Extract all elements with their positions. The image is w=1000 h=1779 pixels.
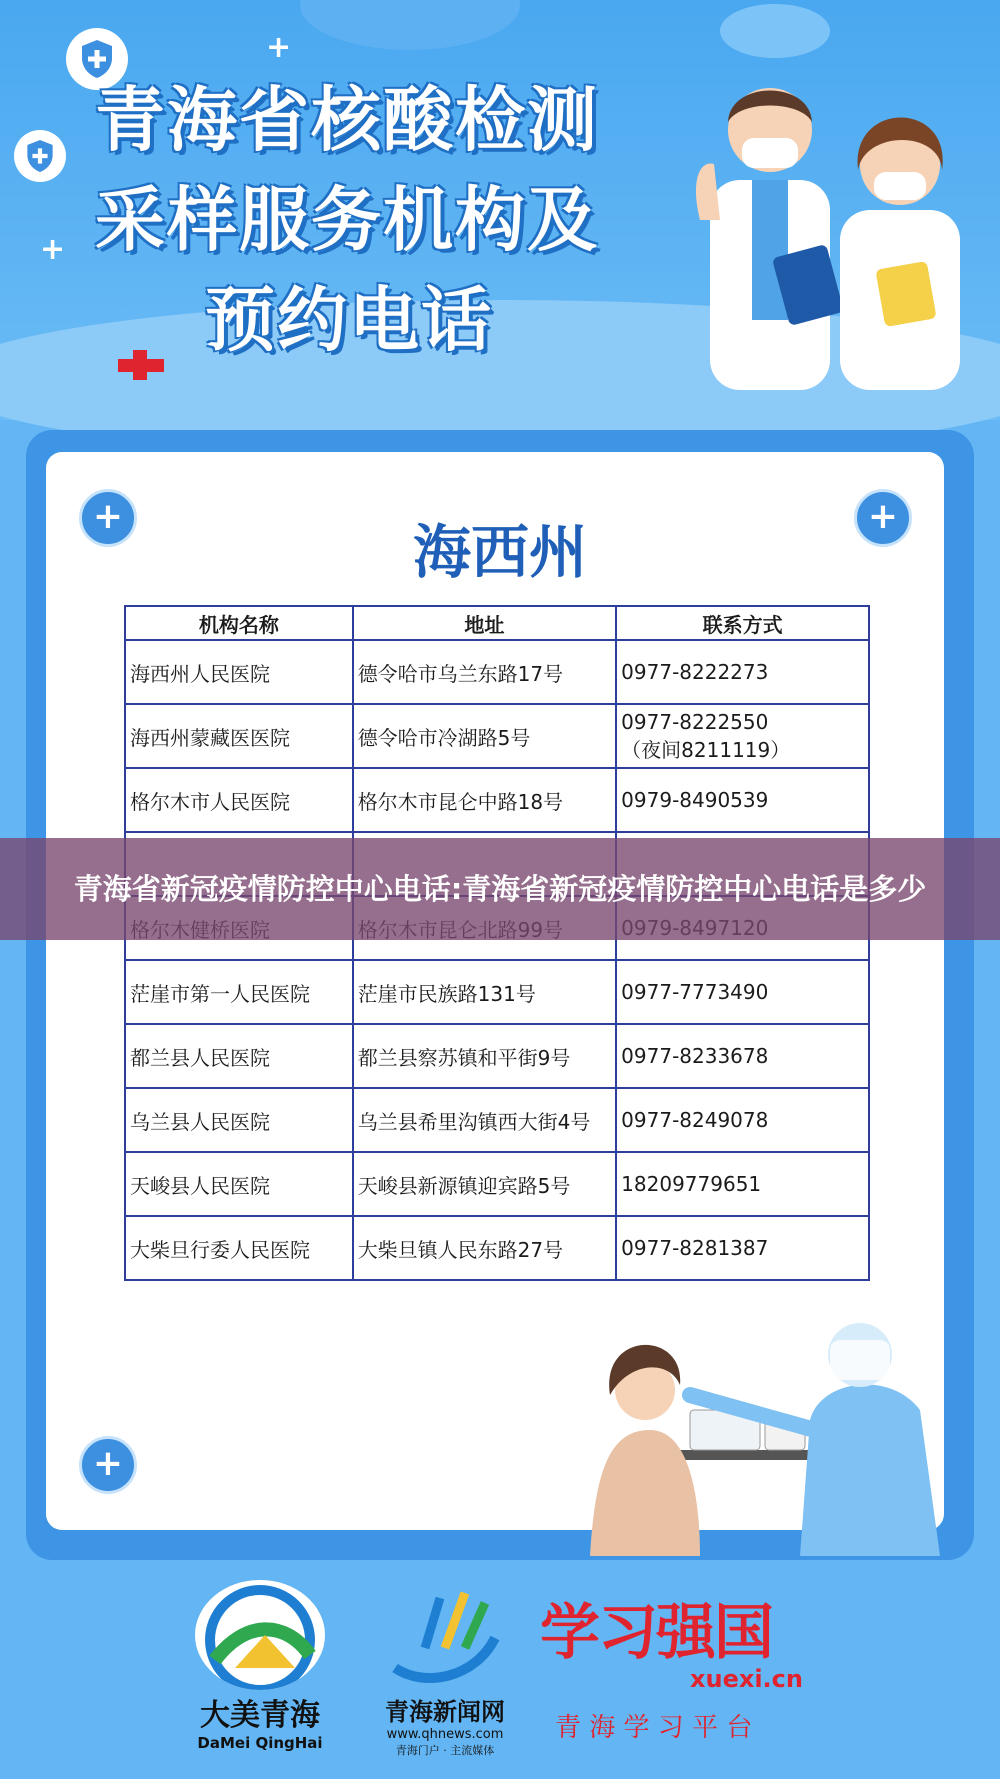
damei-qinghai-emblem [195,1580,325,1690]
hospital-name: 茫崖市第一人民医院 [125,960,353,1024]
hospital-address: 天峻县新源镇迎宾路5号 [353,1152,616,1216]
poster-headline [95,70,715,370]
hospital-address: 都兰县察苏镇和平街9号 [353,1024,616,1088]
table-row [125,1024,869,1088]
plus-circle-icon: + [854,489,912,547]
table-row [125,960,869,1024]
logo1-chinese: 大美青海 [200,1698,320,1733]
table-header-row [125,606,869,640]
logo1-english: DaMei QingHai [197,1734,323,1752]
logo2-chinese: 青海新闻网 [385,1697,505,1726]
column-header: 机构名称 [125,606,353,640]
phone-number: 0977-8222550 [621,709,769,734]
qhnews-logo [370,1578,520,1758]
table-row [125,768,869,832]
phone-number: 0977-8233678 [621,1044,769,1068]
plus-circle-icon: + [79,1436,137,1494]
region-title: 海西州 [412,518,587,586]
night-phone: （夜间8211119） [621,737,791,762]
phone-number: 18209779651 [621,1172,762,1196]
logo2-url: www.qhnews.com [386,1727,504,1742]
hospital-phone [616,1216,869,1280]
hospital-phone [616,1024,869,1088]
hospital-phone [616,640,869,704]
hospital-phone [616,704,869,768]
article-title-banner[interactable] [0,838,1000,940]
headline-line-3: 预约电话 [205,278,493,361]
plus-circle-icon: + [79,489,137,547]
phone-number: 0977-7773490 [621,980,769,1004]
phone-number: 0979-8490539 [621,788,769,812]
decor-bubble [720,4,830,58]
hospital-phone [616,1088,869,1152]
hospital-name: 格尔木市人民医院 [125,768,353,832]
column-header: 地址 [353,606,616,640]
hospital-name: 海西州人民医院 [125,640,353,704]
banner-text: 青海省新冠疫情防控中心电话:青海省新冠疫情防控中心电话是多少 [73,872,927,906]
hospital-name: 大柴旦行委人民医院 [125,1216,353,1280]
hospital-name: 都兰县人民医院 [125,1024,353,1088]
table-row [125,704,869,768]
table-row [125,640,869,704]
hospital-phone [616,768,869,832]
hospital-phone [616,960,869,1024]
damei-qinghai-logo [175,1580,345,1752]
column-header: 联系方式 [616,606,869,640]
logo3-chinese: 学习强国 [540,1598,772,1668]
hospital-address: 德令哈市冷湖路5号 [353,704,616,768]
table-row [125,1152,869,1216]
logo3-url: xuexi.cn [690,1665,803,1693]
hospital-table [124,605,870,1281]
hospital-address: 格尔木市昆仑中路18号 [353,768,616,832]
hospital-address: 德令哈市乌兰东路17号 [353,640,616,704]
xuexi-logo [540,1585,830,1744]
hospital-name: 乌兰县人民医院 [125,1088,353,1152]
hospital-phone [616,1152,869,1216]
logo3-subtitle: 青 海 学 习 平 台 [555,1713,753,1743]
phone-number: 0977-8249078 [621,1108,769,1132]
hospital-name: 海西州蒙藏医医院 [125,704,353,768]
plus-icon: + [40,232,66,267]
table-row [125,1088,869,1152]
hospital-address: 乌兰县希里沟镇西大街4号 [353,1088,616,1152]
qhnews-emblem [385,1578,505,1688]
swab-test-illustration [590,1300,950,1556]
phone-number: 0977-8222273 [621,660,769,684]
hospital-name: 天峻县人民医院 [125,1152,353,1216]
footer-logos [0,1570,1000,1779]
headline-line-2: 采样服务机构及 [95,178,599,261]
hospital-address: 大柴旦镇人民东路27号 [353,1216,616,1280]
phone-number: 0977-8281387 [621,1236,769,1260]
table-row [125,1216,869,1280]
plus-icon: + [266,30,292,65]
hospital-address: 茫崖市民族路131号 [353,960,616,1024]
logo2-subtitle: 青海门户 · 主流媒体 [395,1744,495,1757]
shield-icon [14,130,66,182]
doctors-illustration [690,60,980,390]
headline-line-1: 青海省核酸检测 [95,78,599,161]
